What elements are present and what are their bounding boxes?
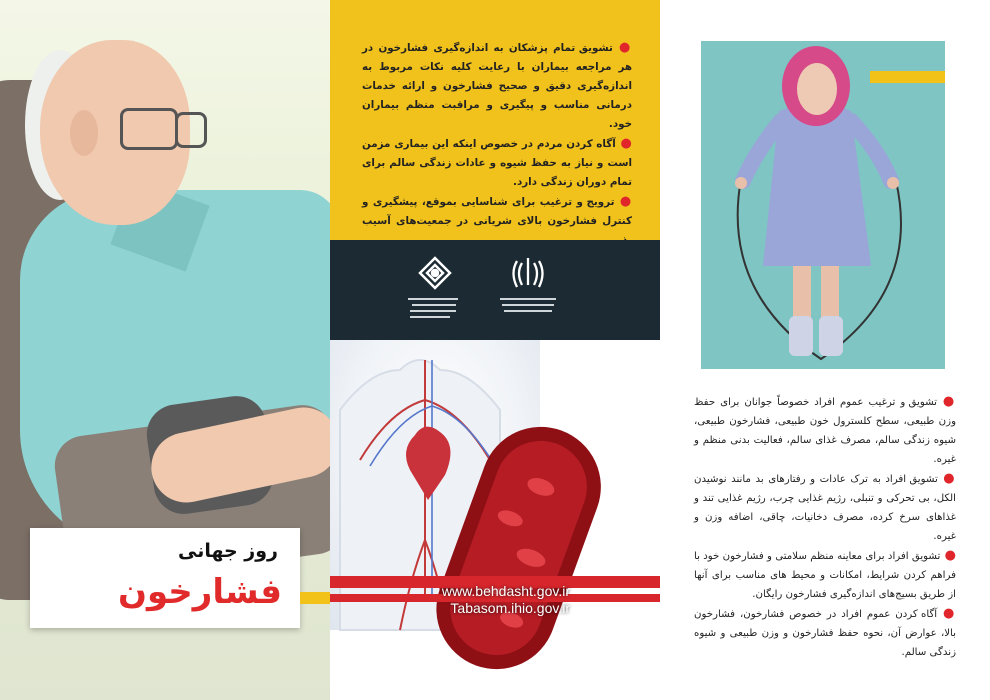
website-link[interactable]: Tabasom.ihio.gov.ir xyxy=(450,600,570,616)
website-link[interactable]: www.behdasht.gov.ir xyxy=(441,583,570,599)
list-item: ● تشویق و ترغیب عموم افراد خصوصاً جوانان برای حفظ وزن طبیعی، سطح کلسترول خون طبیعی، فشارخون طبیعی، شیوه زندگی سالم، مصرف غذای سالم، فعالیت بدنی منظم و غیره. xyxy=(694,394,956,465)
list-item: ● آگاه کردن عموم افراد در خصوص فشارخون، فشارخون بالا، عوارض آن، نحوه حفظ فشارخون و وزن طبیعی و شیوه زندگی سالم. xyxy=(694,606,956,658)
list-item: ● آگاه کردن مردم در خصوص اینکه این بیماری مزمن است و نیاز به حفظ شیوه و عادات زندگی سالم برای تمام دوران زندگی دارد. xyxy=(362,136,632,188)
list-item: ● تشویق افراد به ترک عادات و رفتارهای بد مانند نوشیدن الکل، بی تحرکی و تنبلی، رژیم غذایی چرب، رژیم غذایی تند و غذاهای سرخ کرده، مصرف دخانیات، چاقی، اضافه وزن و غیره. xyxy=(694,471,956,542)
yellow-accent-bar xyxy=(300,592,330,604)
list-item: ● تشویق افراد برای معاینه منظم سلامتی و فشارخون خود با فراهم کردن شرایط، امکانات و محیط های مناسب برای آنها از طریق بسیج‌های اندازه‌گیری فشارخون رایگان. xyxy=(694,548,956,600)
list-item: ● تشویق تمام پزشکان به اندازه‌گیری فشارخون در هر مراجعه بیماران با رعایت کلیه نکات مربوط به اندازه‌گیری دقیق و صحیح فشارخون و ارائه خدمات درمانی مناسب و پیگیری و مراقبت منظم بیماران خود. xyxy=(362,40,632,130)
iran-emblem-icon xyxy=(508,255,548,291)
title-big: فشارخون xyxy=(117,572,282,612)
list-item: ● ترویج و ترغیب برای شناسایی بموقع، پیشگیری و کنترل فشارخون بالای شریانی در جمعیت‌های آسیب xyxy=(362,194,633,227)
ministry-emblem-icon xyxy=(418,256,452,290)
right-panel xyxy=(660,0,990,700)
title-box xyxy=(30,528,300,628)
right-bullets xyxy=(694,392,956,662)
yellow-accent-bar xyxy=(870,71,945,83)
logo-band xyxy=(330,240,660,340)
middle-panel xyxy=(330,0,660,700)
jump-rope-woman-illustration xyxy=(701,41,945,369)
middle-bullets xyxy=(362,38,632,250)
left-panel xyxy=(0,0,330,700)
heart-and-artery-icon xyxy=(330,340,660,700)
title-small: روز جهانی xyxy=(177,540,278,562)
